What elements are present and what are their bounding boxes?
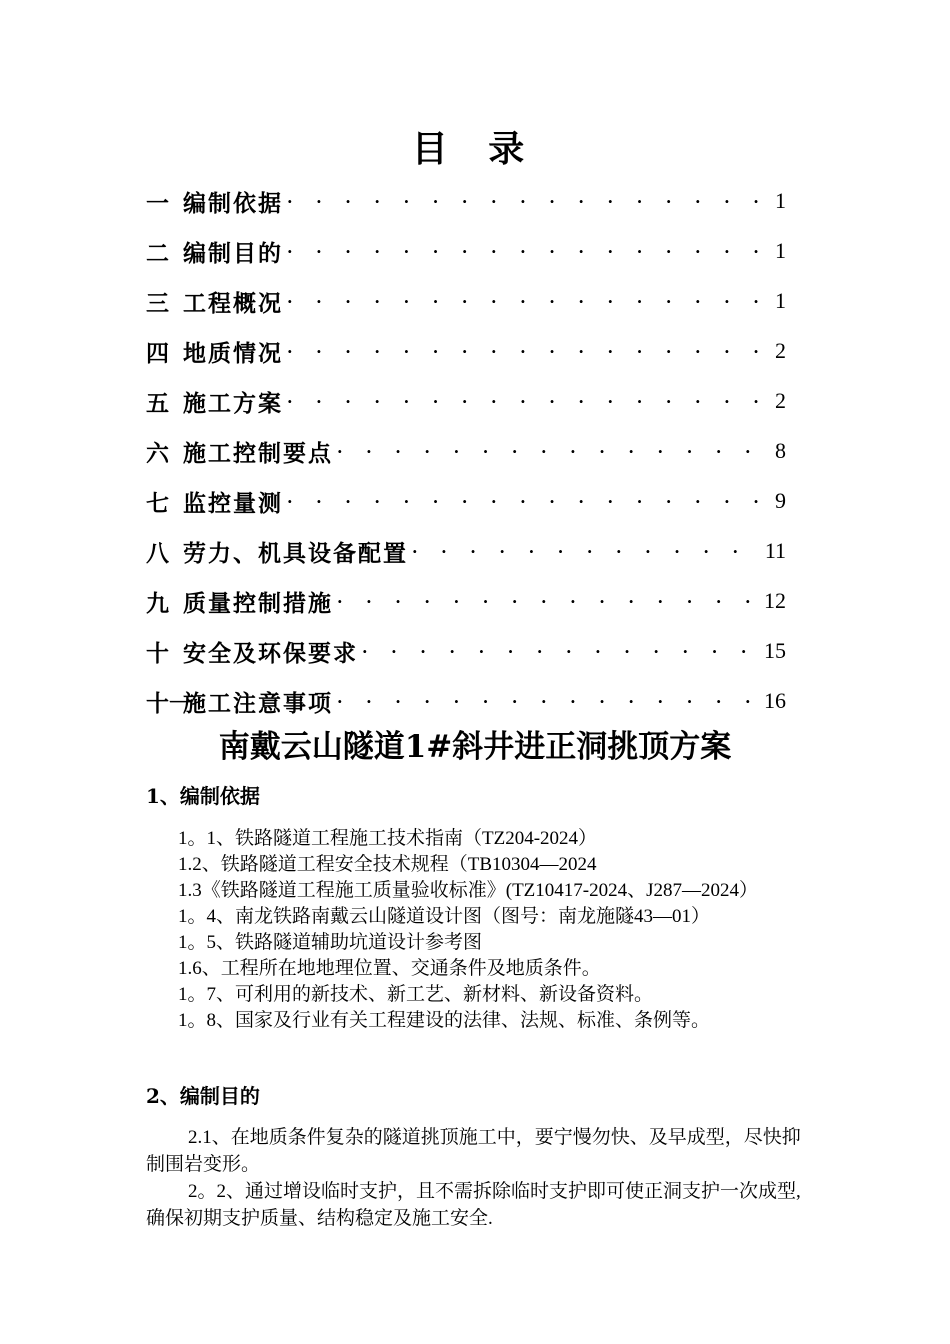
toc-entry-title: 编制依据 bbox=[183, 189, 283, 217]
toc-leader-dots bbox=[362, 642, 760, 661]
paragraph: 1。1、铁路隧道工程施工技术指南（TZ204-2024） bbox=[178, 828, 598, 849]
toc-entry-page: 16 bbox=[764, 688, 786, 713]
toc-entry[interactable] bbox=[146, 426, 786, 476]
toc-entry[interactable] bbox=[146, 276, 786, 326]
toc-leader-dots bbox=[287, 292, 771, 311]
paragraph: 1。7、可利用的新技术、新工艺、新材料、新设备资料。 bbox=[178, 984, 654, 1005]
toc-entry[interactable] bbox=[146, 476, 786, 526]
section-basis bbox=[146, 782, 806, 1034]
toc-title: 目 录 bbox=[411, 128, 539, 170]
toc-entry-number: 五 bbox=[146, 389, 169, 417]
toc-entry-page: 11 bbox=[764, 538, 786, 563]
toc-entry-title: 编制目的 bbox=[183, 239, 283, 267]
toc-entry[interactable] bbox=[146, 376, 786, 426]
toc-entry-page: 8 bbox=[775, 438, 786, 463]
toc-leader-dots bbox=[287, 342, 771, 361]
paragraph: 2。2、通过增设临时支护，且不需拆除临时支护即可使正洞支护一次成型,确保初期支护质量、结构稳定及施工安全. bbox=[146, 1181, 801, 1229]
paragraph: 1.6、工程所在地地理位置、交通条件及地质条件。 bbox=[178, 958, 601, 979]
toc-entry-page: 15 bbox=[764, 638, 786, 663]
paragraph: 1.2、铁路隧道工程安全技术规程（TB10304—2024 bbox=[178, 854, 597, 875]
toc-leader-dots bbox=[287, 492, 771, 511]
toc-entry-title: 工程概况 bbox=[183, 289, 283, 317]
toc-entry[interactable] bbox=[146, 676, 786, 726]
toc-entry-page: 1 bbox=[775, 238, 786, 263]
toc-entry-number: 一 bbox=[146, 189, 169, 217]
toc-leader-dots bbox=[337, 692, 760, 711]
toc-entry-title: 地质情况 bbox=[183, 339, 283, 367]
toc-entry-title: 劳力、机具设备配置 bbox=[183, 539, 408, 567]
toc-entry-number: 六 bbox=[146, 439, 169, 467]
toc-entry-number: 九 bbox=[146, 589, 169, 617]
paragraph: 2.1、在地质条件复杂的隧道挑顶施工中，要宁慢勿快、及早成型，尽快抑制围岩变形。 bbox=[146, 1127, 801, 1175]
toc-entry[interactable] bbox=[146, 626, 786, 676]
toc-entry-title: 安全及环保要求 bbox=[183, 639, 358, 667]
section-heading: 1、编制依据 bbox=[146, 784, 260, 808]
toc-leader-dots bbox=[287, 242, 771, 261]
toc-entry-number: 四 bbox=[146, 339, 169, 367]
section-purpose bbox=[146, 1082, 806, 1232]
toc-entry-number: 七 bbox=[146, 489, 169, 517]
toc-entry-page: 2 bbox=[775, 338, 786, 363]
section-heading: 2、编制目的 bbox=[146, 1084, 260, 1108]
toc-entry-title: 施工注意事项 bbox=[183, 689, 333, 717]
toc-entry-page: 12 bbox=[764, 588, 786, 613]
toc-entry[interactable] bbox=[146, 226, 786, 276]
toc-leader-dots bbox=[287, 392, 771, 411]
toc-entry[interactable] bbox=[146, 576, 786, 626]
toc-leader-dots bbox=[337, 442, 771, 461]
toc-entry-number: 十一 bbox=[146, 689, 192, 717]
toc-entry-number: 二 bbox=[146, 239, 169, 267]
toc-leader-dots bbox=[337, 592, 760, 611]
paragraph: 1。8、国家及行业有关工程建设的法律、法规、标准、条例等。 bbox=[178, 1010, 711, 1031]
toc-entry-number: 八 bbox=[146, 539, 169, 567]
toc-leader-dots bbox=[412, 542, 761, 561]
paragraph: 1。4、南龙铁路南戴云山隧道设计图（图号：南龙施隧43—01） bbox=[178, 906, 711, 927]
table-of-contents bbox=[146, 176, 786, 726]
paragraph: 1.3《铁路隧道工程施工质量验收标准》(TZ10417-2024、J287—2024） bbox=[178, 880, 759, 901]
toc-entry-title: 质量控制措施 bbox=[183, 589, 333, 617]
toc-entry-number: 三 bbox=[146, 289, 169, 317]
toc-entry-title: 施工控制要点 bbox=[183, 439, 333, 467]
paragraph: 1。5、铁路隧道辅助坑道设计参考图 bbox=[178, 932, 483, 953]
toc-entry-page: 9 bbox=[775, 488, 786, 513]
toc-entry-page: 1 bbox=[775, 288, 786, 313]
toc-leader-dots bbox=[287, 192, 771, 211]
toc-entry-number: 十 bbox=[146, 639, 169, 667]
toc-entry-title: 监控量测 bbox=[183, 489, 283, 517]
toc-entry-title: 施工方案 bbox=[183, 389, 283, 417]
toc-entry-page: 1 bbox=[775, 188, 786, 213]
toc-entry[interactable] bbox=[146, 326, 786, 376]
toc-entry[interactable] bbox=[146, 526, 786, 576]
toc-entry-page: 2 bbox=[775, 388, 786, 413]
document-title: 南戴云山隧道1#斜井进正洞挑顶方案 bbox=[218, 729, 732, 765]
toc-entry[interactable] bbox=[146, 176, 786, 226]
